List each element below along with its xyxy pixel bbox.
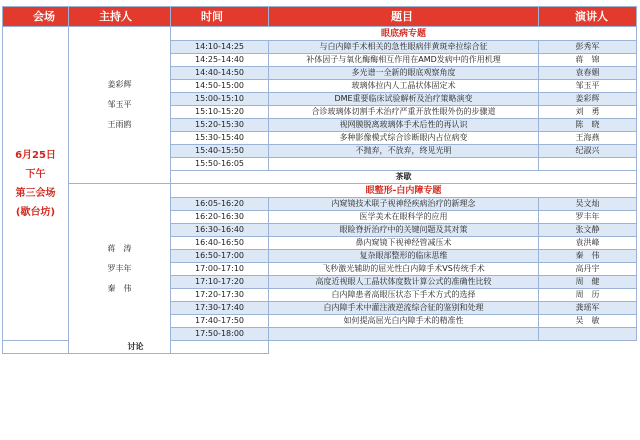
speaker-cell: 秦 伟 [539, 250, 637, 263]
venue-period: 下午 [25, 168, 46, 180]
title-cell: 飞秒激光辅助的屈光性白内障手术VS传统手术 [269, 263, 539, 276]
speaker-cell: 蒋 锦 [539, 54, 637, 67]
title-cell: 鼻内窥镜下视神经管减压术 [269, 237, 539, 250]
header-row [3, 7, 637, 27]
speaker-cell: 陈 晓 [539, 119, 637, 132]
host-name: 邹玉平 [107, 100, 132, 109]
speaker-cell: 邹玉平 [539, 80, 637, 93]
title-cell [269, 158, 539, 171]
title-cell: 多光谱一全新的眼底观察角度 [269, 67, 539, 80]
title-cell: 合诊玻璃体切割手术治疗严重开放性眼外伤的步骤道 [269, 106, 539, 119]
title-cell: 高度近视眼人工晶状体度数计算公式的准确性比较 [269, 276, 539, 289]
title-cell: 玻璃体拉内人工晶状体固定术 [269, 80, 539, 93]
schedule-table [2, 6, 637, 354]
speaker-cell: 周 历 [539, 289, 637, 302]
section1-title: 眼底病专题 [171, 27, 637, 41]
host-name: 秦 伟 [107, 283, 132, 293]
time-cell: 16:40-16:50 [171, 237, 269, 250]
speaker-cell [539, 328, 637, 341]
time-cell: 14:25-14:40 [171, 54, 269, 67]
title-cell: 补体因子与氧化酶酶相互作用在AMD发病中的作用机理 [269, 54, 539, 67]
speaker-cell: 袁洪峰 [539, 237, 637, 250]
time-cell: 15:50-16:05 [171, 158, 269, 171]
time-cell: 14:10-14:25 [171, 41, 269, 54]
speaker-cell: 吴 敏 [539, 315, 637, 328]
venue-location: (歇台坊) [15, 206, 56, 218]
speaker-cell: 吴文灿 [539, 198, 637, 211]
discussion-label: 讨论 [3, 341, 269, 354]
section-白内障-header [3, 184, 637, 198]
speaker-cell: 王海燕 [539, 132, 637, 145]
host-name: 姜彩辉 [107, 80, 132, 89]
speaker-cell: 罗丰年 [539, 211, 637, 224]
speaker-cell: 刘 勇 [539, 106, 637, 119]
speaker-cell [539, 158, 637, 171]
section1-hosts [69, 27, 171, 184]
time-cell: 17:30-17:40 [171, 302, 269, 315]
host-name: 蒋 涛 [107, 243, 132, 253]
title-cell: 眼睑脊折治疗中的关键问题及其对策 [269, 224, 539, 237]
title-cell: 如何提高屈光白内障手术的精准性 [269, 315, 539, 328]
time-cell: 16:05-16:20 [171, 198, 269, 211]
time-cell: 16:30-16:40 [171, 224, 269, 237]
header-host: 主持人 [69, 7, 171, 27]
time-cell: 15:40-15:50 [171, 145, 269, 158]
speaker-cell: 高丹宇 [539, 263, 637, 276]
title-cell: 医学美术在眼科学的应用 [269, 211, 539, 224]
time-cell: 16:20-16:30 [171, 211, 269, 224]
time-cell: 14:40-14:50 [171, 67, 269, 80]
time-cell: 14:50-15:00 [171, 80, 269, 93]
time-cell: 17:00-17:10 [171, 263, 269, 276]
time-cell: 16:50-17:00 [171, 250, 269, 263]
title-cell: 复杂眼部整形的临床思维 [269, 250, 539, 263]
speaker-cell: 纪淑兴 [539, 145, 637, 158]
header-speaker: 演讲人 [539, 7, 637, 27]
time-cell: 17:10-17:20 [171, 276, 269, 289]
title-cell: 视网膜脱离玻璃体手术后性的再认识 [269, 119, 539, 132]
header-venue: 会场 [3, 7, 69, 27]
venue-date: 6月25日 [15, 149, 56, 161]
title-cell: 不抛弃，不放弃，终见光明 [269, 145, 539, 158]
speaker-cell: 周 健 [539, 276, 637, 289]
title-cell: 多种影像模式综合诊断眼内占位病变 [269, 132, 539, 145]
title-cell: 内窥镜技术联子视神经疾病治疗的新理念 [269, 198, 539, 211]
time-cell: 15:30-15:40 [171, 132, 269, 145]
header-time: 时间 [171, 7, 269, 27]
header-title: 题目 [269, 7, 539, 27]
time-cell: 15:20-15:30 [171, 119, 269, 132]
time-cell: 17:50-18:00 [171, 328, 269, 341]
time-cell: 15:00-15:10 [171, 93, 269, 106]
title-cell: 与白内障手术相关的急性眼病伴黄斑牵拉综合征 [269, 41, 539, 54]
speaker-cell: 龚瑶军 [539, 302, 637, 315]
title-cell: 白内障患者高眼压状态下手术方式的选择 [269, 289, 539, 302]
title-cell [269, 328, 539, 341]
speaker-cell: 彭秀军 [539, 41, 637, 54]
speaker-cell: 张文静 [539, 224, 637, 237]
section2-title: 眼整形-白内障专题 [171, 184, 637, 198]
speaker-cell: 袁春媚 [539, 67, 637, 80]
section2-hosts [69, 184, 171, 354]
venue-cell [3, 27, 69, 341]
host-name: 王雨鸥 [107, 120, 132, 129]
section-眼底病-header [3, 27, 637, 41]
time-cell: 15:10-15:20 [171, 106, 269, 119]
title-cell: DME重要临床试验解析及治疗策略演变 [269, 93, 539, 106]
speaker-cell: 姜彩辉 [539, 93, 637, 106]
time-cell: 17:20-17:30 [171, 289, 269, 302]
title-cell: 白内障手术中灌注液逆流综合征的鉴别和处理 [269, 302, 539, 315]
venue-hall: 第三会场 [15, 187, 56, 199]
time-cell: 17:40-17:50 [171, 315, 269, 328]
discussion-row [3, 341, 637, 354]
break-label: 茶歇 [171, 171, 637, 184]
host-name: 罗丰年 [107, 263, 132, 273]
